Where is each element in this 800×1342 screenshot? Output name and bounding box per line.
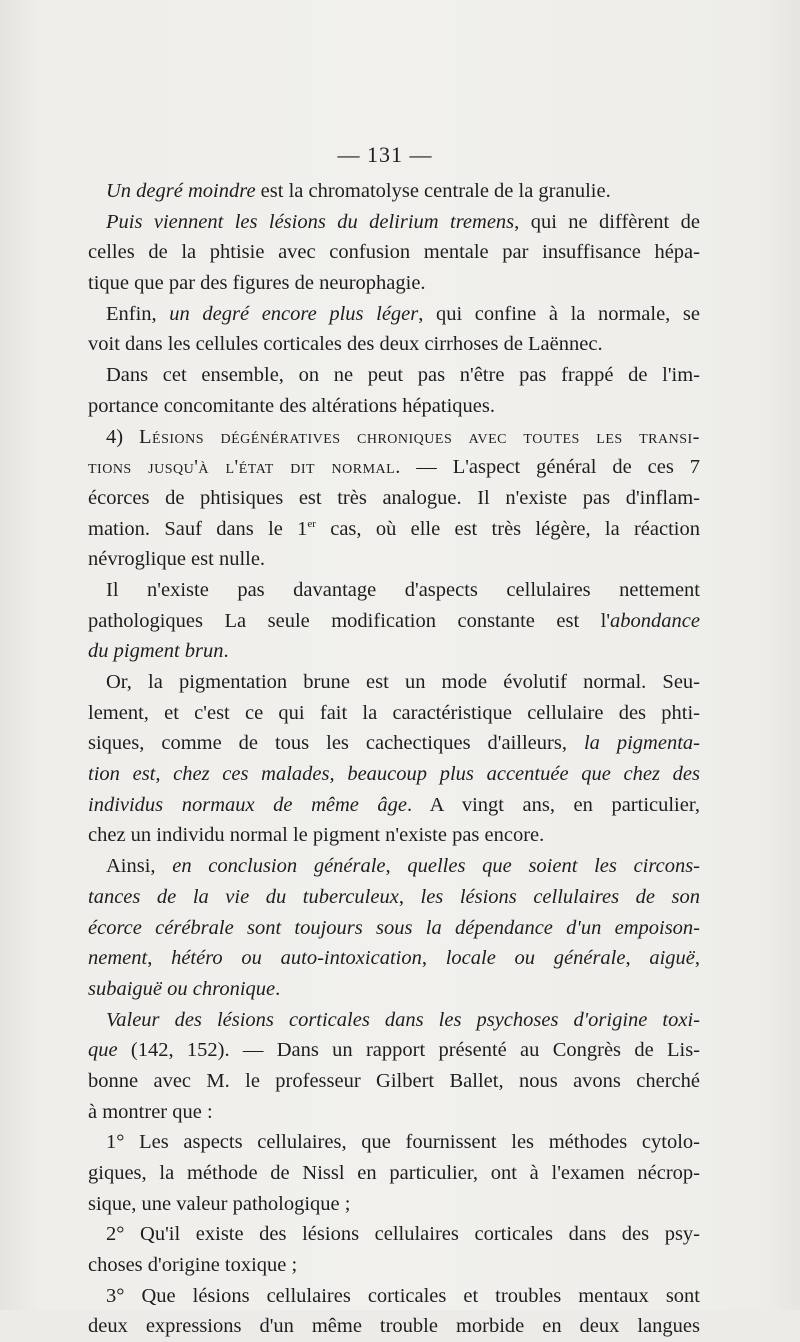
text-line: siques, comme de tous les cachectiques d'ailleurs, la pigmenta- <box>88 732 700 755</box>
text-line: portance concomitante des altérations hépatiques. <box>88 394 495 417</box>
text-line: 1° Les aspects cellulaires, que fournissent les méthodes cytolo- <box>106 1131 700 1154</box>
text-line: tions jusqu'à l'état dit normal. — L'aspect général de ces 7 <box>88 456 700 479</box>
text-line: que (142, 152). — Dans un rapport présenté au Congrès de Lis- <box>88 1039 700 1062</box>
text-line: chez un individu normal le pigment n'existe pas encore. <box>88 824 545 847</box>
text-line: giques, la méthode de Nissl en particulier, ont à l'examen nécrop- <box>88 1162 700 1184</box>
text-line: Enfin, un degré encore plus léger, qui confine à la normale, se <box>106 302 700 325</box>
text-line: 3° Que lésions cellulaires corticales et troubles mentaux sont <box>106 1284 700 1307</box>
text-line: 4) Lésions dégénératives chroniques avec toutes les transi- <box>106 425 700 448</box>
text-line: écorce cérébrale sont toujours sous la dépendance d'un empoison- <box>88 916 700 939</box>
text-line: voit dans les cellules corticales des deux cirrhoses de Laënnec. <box>88 333 603 356</box>
text-line: sique, une valeur pathologique ; <box>88 1192 351 1215</box>
text-line: à montrer que : <box>88 1100 213 1123</box>
text-line: tances de la vie du tuberculeux, les lésions cellulaires de son <box>88 885 700 908</box>
text-line: choses d'origine toxique ; <box>88 1254 298 1277</box>
text-line: pathologiques La seule modification constante est l'abondance <box>88 609 700 632</box>
text-line: deux expressions d'un même trouble morbide en deux langues <box>88 1315 700 1338</box>
text-line: écorces de phtisiques est très analogue. Il n'existe pas d'inflam- <box>88 486 700 509</box>
text-line: Or, la pigmentation brune est un mode évolutif normal. Seu- <box>106 671 700 693</box>
text-line: bonne avec M. le professeur Gilbert Ballet, nous avons cherché <box>88 1069 700 1092</box>
page-number: — 131 — <box>337 142 433 167</box>
text-line: tion est, chez ces malades, beaucoup plus accentuée que chez des <box>88 763 700 786</box>
text-line: lement, et c'est ce qui fait la caractéristique cellulaire des phti- <box>88 701 700 724</box>
text-line: Il n'existe pas davantage d'aspects cellulaires nettement <box>106 578 700 601</box>
text-line: nement, hétéro ou auto-intoxication, locale ou générale, aiguë, <box>88 947 700 970</box>
text-line: Valeur des lésions corticales dans les psychoses d'origine toxi- <box>106 1008 700 1031</box>
text-line: Un degré moindre est la chromatolyse centrale de la granulie. <box>106 180 611 202</box>
text-line: Dans cet ensemble, on ne peut pas n'être pas frappé de l'im- <box>106 364 700 387</box>
text-line: du pigment brun. <box>88 640 229 663</box>
text-line: Puis viennent les lésions du delirium tremens, qui ne diffèrent de <box>106 210 700 233</box>
text-line: Ainsi, en conclusion générale, quelles que soient les circons- <box>106 855 700 878</box>
text-line: tique que par des figures de neurophagie. <box>88 272 426 295</box>
text-line: 2° Qu'il existe des lésions cellulaires corticales dans des psy- <box>106 1223 700 1246</box>
text-line: subaiguë ou chronique. <box>88 977 281 1000</box>
text-line: mation. Sauf dans le 1er cas, où elle est très légère, la réaction <box>88 517 700 540</box>
text-line: celles de la phtisie avec confusion mentale par insuffisance hépa- <box>88 241 700 264</box>
text-line: névroglique est nulle. <box>88 548 266 571</box>
text-line: individus normaux de même âge. A vingt ans, en particulier, <box>88 793 700 816</box>
body-text <box>88 176 700 1342</box>
